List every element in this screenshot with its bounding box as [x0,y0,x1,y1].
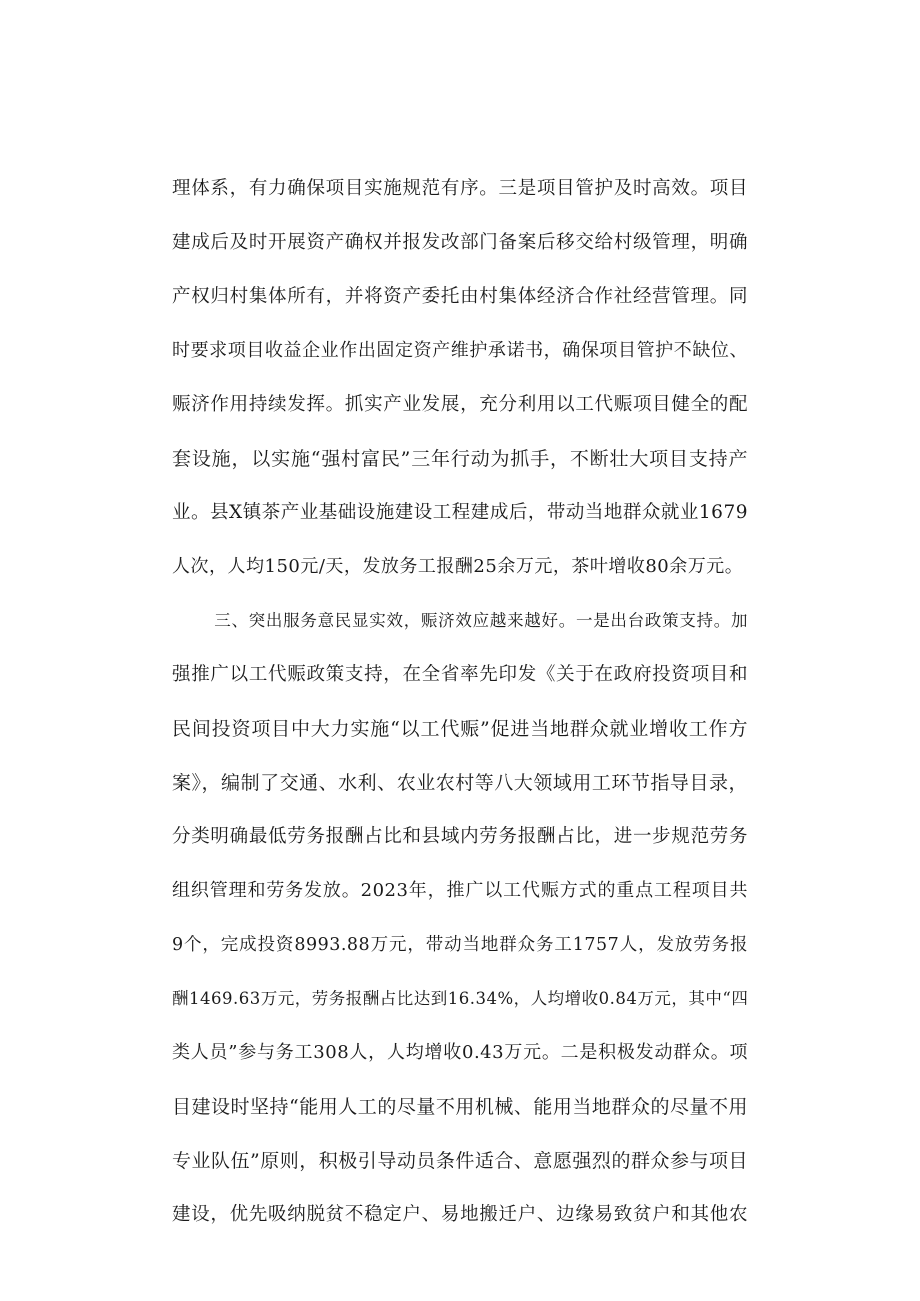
text-line: 目建设时坚持“能用人工的尽量不用机械、能用当地群众的尽量不用 [172,1096,748,1118]
text-line: 强推广以工代赈政策支持，在全省率先印发《关于在政府投资项目和 [172,664,748,685]
text-line: 建设，优先吸纳脱贫不稳定户、易地搬迁户、边缘易致贫户和其他农 [172,1204,748,1225]
text-line: 理体系，有力确保项目实施规范有序。三是项目管护及时高效。项目 [172,178,748,199]
text-line: 组织管理和劳务发放。2023年，推广以工代赈方式的重点工程项目共 [172,880,748,901]
text-line: 案》，编制了交通、水利、农业农村等八大领域用工环节指导目录， [172,772,748,794]
text-line: 人次，人均150元/天，发放务工报酬25余万元，茶叶增收80余万元。 [172,556,744,577]
section-first-line-rest: 一是出台政策支持。加 [575,611,749,630]
text-line: 分类明确最低劳务报酬占比和县域内劳务报酬占比，进一步规范劳务 [172,826,748,847]
text-line: 套设施，以实施“强村富民”三年行动为抓手，不断壮大项目支持产 [172,448,748,470]
text-line: 建成后及时开展资产确权并报发改部门备案后移交给村级管理，明确 [172,232,748,253]
body-text [172,162,748,1242]
text-line: 业。县X镇茶产业基础设施建设工程建成后，带动当地群众就业1679 [172,502,748,523]
text-line: 赈济作用持续发挥。抓实产业发展，充分利用以工代赈项目健全的配 [172,394,748,415]
text-line: 产权归村集体所有，并将资产委托由村集体经济合作社经营管理。同 [172,286,748,307]
section-heading: 三、突出服务意民显实效，赈济效应越来越好。 [214,611,576,630]
text-line: 民间投资项目中大力实施“以工代赈”促进当地群众就业增收工作方 [172,718,748,740]
text-line: 专业队伍”原则，积极引导动员条件适合、意愿强烈的群众参与项目 [172,1150,748,1172]
section-first-line [172,594,748,648]
text-line: 9个，完成投资8993.88万元，带动当地群众务工1757人，发放劳务报 [172,935,748,955]
text-line: 类人员”参与务工308人，人均增收0.43万元。二是积极发动群众。项 [172,1042,748,1063]
text-line: 时要求项目收益企业作出固定资产维护承诺书，确保项目管护不缺位、 [172,340,748,361]
text-line: 酬1469.63万元，劳务报酬占比达到16.34%，人均增收0.84万元，其中“四 [172,989,749,1008]
